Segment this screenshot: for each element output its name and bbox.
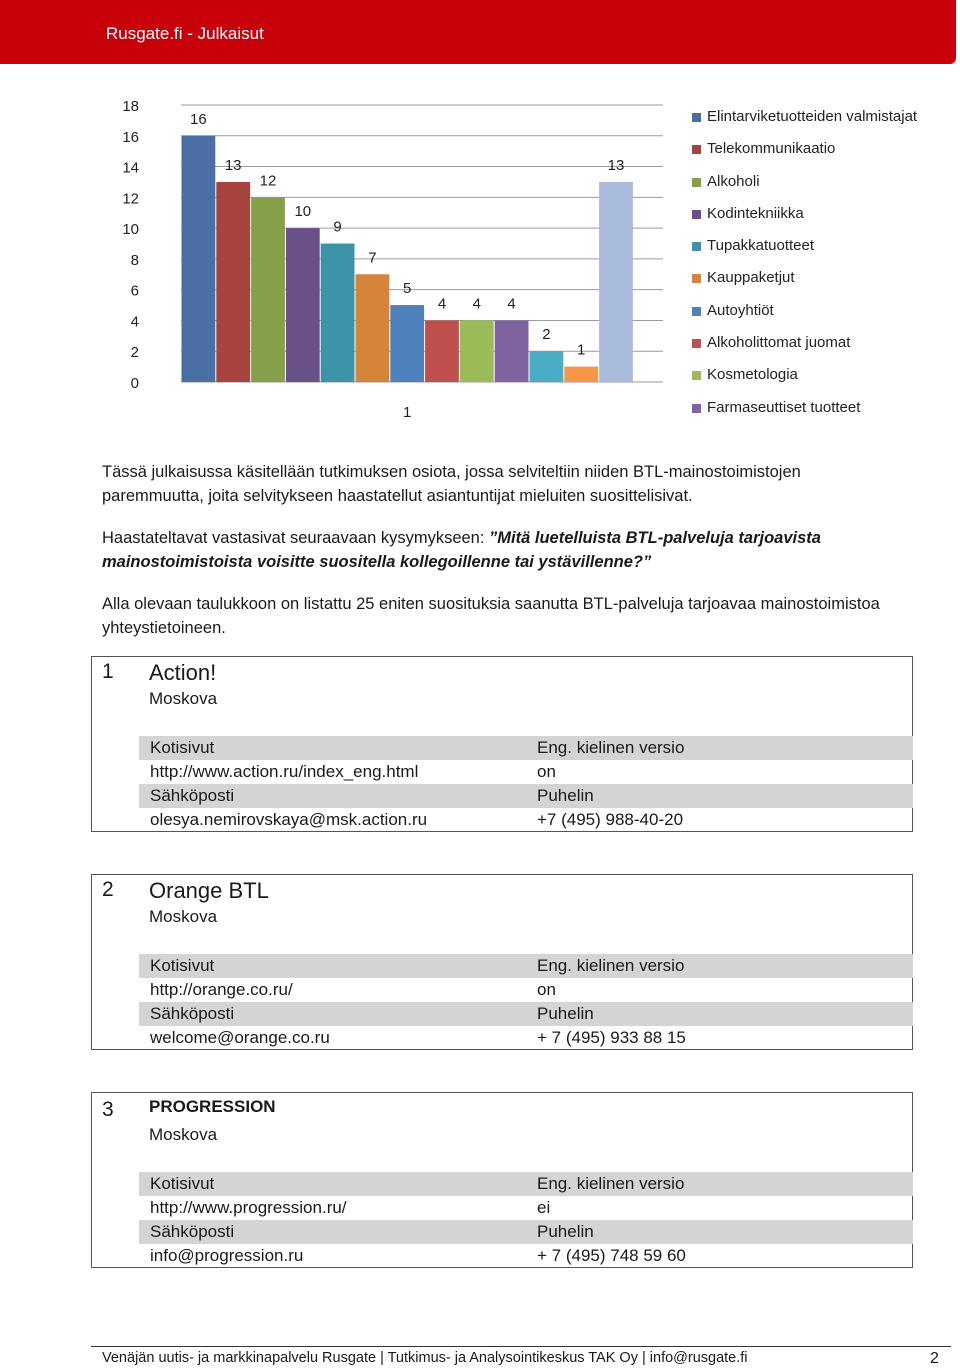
legend-swatch — [692, 145, 701, 154]
english-value: on — [537, 762, 556, 781]
legend-item — [692, 140, 917, 172]
email-link[interactable]: welcome@orange.co.ru — [150, 1028, 330, 1047]
legend-swatch — [692, 113, 701, 122]
footer-text: Venäjän uutis- ja markkinapalvelu Rusgate | Tutkimus- ja Analysointikeskus TAK Oy | info@rusgate.fi — [102, 1350, 748, 1366]
website-link[interactable]: http://www.progression.ru/ — [150, 1198, 347, 1217]
bar — [530, 351, 564, 382]
legend-item — [692, 302, 917, 334]
question-paragraph — [102, 526, 902, 574]
agency-city: Moskova — [149, 689, 218, 708]
legend-item — [692, 205, 917, 237]
info-labels-row — [139, 736, 913, 760]
info-values-row — [139, 808, 913, 832]
legend-swatch — [692, 339, 701, 348]
bar — [460, 320, 494, 382]
info-values-row — [139, 1244, 913, 1268]
info-labels-row — [139, 784, 913, 808]
bar — [425, 320, 459, 382]
website-label: Kotisivut — [150, 956, 215, 975]
legend-swatch — [692, 210, 701, 219]
bar — [390, 305, 424, 382]
info-values-row — [139, 760, 913, 784]
phone-label: Puhelin — [537, 786, 594, 805]
info-labels-row — [139, 1172, 913, 1196]
legend-item — [692, 366, 917, 398]
info-labels-row — [139, 1220, 913, 1244]
data-label: 5 — [403, 280, 412, 298]
data-label: 10 — [294, 203, 312, 221]
list-intro-paragraph: Alla olevaan taulukkoon on listattu 25 eniten suosituksia saanutta BTL-palveluja tarjoavaa mainostoimistoa yhteystietoineen. — [102, 595, 880, 637]
y-tick-label: 4 — [130, 313, 139, 331]
info-values-row — [139, 1026, 913, 1050]
data-label: 12 — [259, 172, 277, 190]
data-label: 13 — [224, 156, 242, 174]
y-tick-label: 8 — [130, 251, 139, 269]
legend-label: Telekommunikaatio — [707, 140, 836, 158]
data-label: 16 — [190, 110, 207, 128]
info-labels-row — [139, 954, 913, 978]
legend-swatch — [692, 242, 701, 251]
email-link[interactable]: info@progression.ru — [150, 1246, 304, 1265]
bar — [251, 197, 285, 382]
english-value: on — [537, 980, 556, 999]
y-tick-label: 10 — [122, 221, 139, 239]
legend-item — [692, 237, 917, 269]
legend-item — [692, 108, 917, 140]
bar — [495, 320, 529, 382]
agency-entry — [91, 874, 913, 1050]
phone-label: Puhelin — [537, 1222, 594, 1241]
legend-label: Kodintekniikka — [707, 204, 804, 222]
english-label: Eng. kielinen versio — [537, 1174, 685, 1193]
legend-label: Alkoholittomat juomat — [707, 334, 851, 352]
phone-label: Puhelin — [537, 1004, 594, 1023]
agency-city: Moskova — [149, 907, 218, 926]
website-label: Kotisivut — [150, 738, 215, 757]
header-bar — [0, 0, 956, 64]
legend-swatch — [692, 404, 701, 413]
english-label: Eng. kielinen versio — [537, 956, 685, 975]
legend-swatch — [692, 178, 701, 187]
bar — [599, 182, 633, 382]
agency-number: 2 — [102, 878, 114, 901]
agency-entry — [91, 656, 913, 832]
intro-paragraph: Tässä julkaisussa käsitellään tutkimuksen osiota, jossa selviteltiin niiden BTL-mainostoimistojen paremmuutta, joita selvitykseen haastatellut asiantuntijat mieluiten suosittelisivat. — [102, 463, 801, 505]
website-label: Kotisivut — [150, 1174, 215, 1193]
info-labels-row — [139, 1002, 913, 1026]
agency-number: 3 — [102, 1098, 114, 1121]
bar — [286, 228, 320, 382]
footer-divider — [91, 1346, 951, 1347]
legend-label: Alkoholi — [707, 172, 760, 190]
bar — [216, 182, 250, 382]
data-label: 2 — [542, 326, 551, 344]
bar — [564, 367, 598, 382]
legend-label: Kauppaketjut — [707, 269, 795, 287]
data-label: 13 — [607, 156, 625, 174]
info-values-row — [139, 978, 913, 1002]
agency-name: Action! — [149, 660, 217, 685]
legend-label: Tupakkatuotteet — [707, 237, 815, 255]
phone-value: + 7 (495) 933 88 15 — [537, 1028, 686, 1047]
english-label: Eng. kielinen versio — [537, 738, 685, 757]
email-link[interactable]: olesya.nemirovskaya@msk.action.ru — [150, 810, 428, 829]
data-label: 1 — [577, 341, 586, 359]
email-label: Sähköposti — [150, 786, 235, 805]
english-value: ei — [537, 1198, 551, 1217]
y-tick-label: 14 — [122, 159, 139, 177]
email-label: Sähköposti — [150, 1222, 235, 1241]
legend-item — [692, 399, 917, 431]
y-tick-label: 6 — [130, 282, 139, 300]
data-label: 4 — [507, 295, 516, 313]
bar — [182, 136, 216, 382]
data-label: 4 — [437, 295, 447, 313]
email-label: Sähköposti — [150, 1004, 235, 1023]
agency-entry — [91, 1092, 913, 1268]
agency-city: Moskova — [149, 1125, 218, 1144]
x-tick-label: 1 — [403, 404, 412, 421]
legend-label: Kosmetologia — [707, 366, 798, 384]
phone-value: +7 (495) 988-40-20 — [537, 810, 684, 829]
legend-label: Farmaseuttiset tuotteet — [707, 398, 861, 416]
question-lead: Haastateltavat vastasivat seuraavaan kysymykseen: — [102, 529, 490, 547]
y-tick-label: 2 — [130, 344, 139, 362]
y-tick-label: 0 — [130, 375, 139, 392]
data-label: 4 — [472, 295, 481, 313]
legend-item — [692, 173, 917, 205]
question-text: ”Mitä luetelluista BTL-palveluja tarjoavista mainostoimistoista voisitte suositella kollegoillenne tai ystävillenne?” — [102, 529, 821, 571]
legend-swatch — [692, 307, 701, 316]
agency-name: Orange BTL — [149, 878, 269, 903]
info-values-row — [139, 1196, 913, 1220]
website-link[interactable]: http://orange.co.ru/ — [150, 980, 293, 999]
legend-item — [692, 269, 917, 301]
data-label: 7 — [368, 249, 377, 267]
legend-label: Autoyhtiöt — [707, 301, 774, 319]
legend-item — [692, 334, 917, 366]
header-title: Rusgate.fi - Julkaisut — [106, 24, 264, 43]
bar — [321, 244, 355, 383]
y-tick-label: 12 — [122, 190, 139, 208]
bar — [356, 274, 390, 382]
legend-label: Elintarviketuotteiden valmistajat — [707, 108, 918, 125]
agency-number: 1 — [102, 660, 114, 683]
data-label: 9 — [333, 218, 342, 236]
y-tick-label: 18 — [122, 98, 139, 115]
chart-legend — [692, 108, 917, 431]
y-tick-label: 16 — [122, 128, 139, 146]
page-number: 2 — [930, 1350, 939, 1367]
legend-swatch — [692, 371, 701, 380]
phone-value: + 7 (495) 748 59 60 — [537, 1246, 686, 1265]
agency-name: PROGRESSION — [149, 1097, 276, 1116]
website-link[interactable]: http://www.action.ru/index_eng.html — [150, 762, 419, 781]
legend-swatch — [692, 274, 701, 283]
